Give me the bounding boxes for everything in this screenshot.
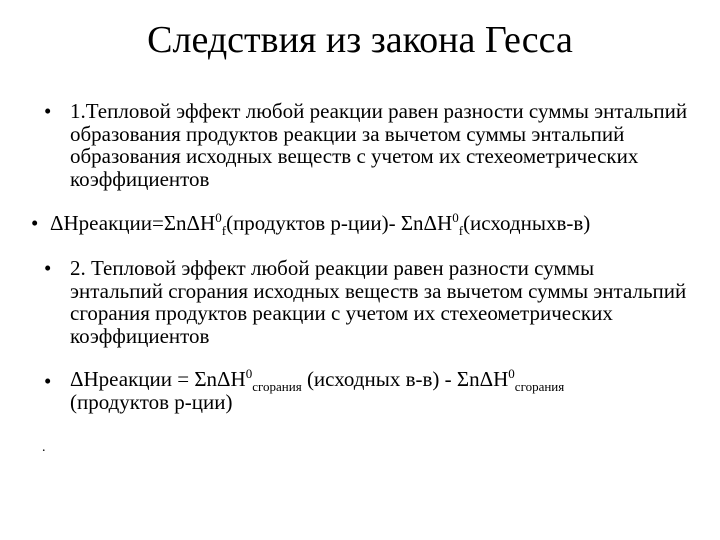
formula-formation-part-b: (продуктов р-ции)- ΣnΔН (226, 211, 453, 235)
formula-combustion-sub-b: сгорания (514, 379, 565, 394)
formula-formation-part-c: (исходныхв-в) (463, 211, 591, 235)
corollary-2-text: 2. Тепловой эффект любой реакции равен разности суммы энтальпий сгорания исходных веществ за вычетом суммы энтальпий сгорания продуктов реакции с учетом их стехеометрических коэффициентов (70, 256, 687, 348)
formula-formation-sub-b: f (458, 223, 464, 238)
bullet-4: • (44, 369, 52, 393)
formula-combustion-part-c: (продуктов р-ции) (70, 389, 233, 414)
formula-formation (50, 210, 690, 238)
formula-formation-sup-b: 0 (452, 210, 459, 225)
formula-combustion-part-a: ΔНреакции = ΣnΔН (70, 367, 246, 391)
formula-formation-sup-a: 0 (215, 210, 222, 225)
slide-title: Следствия из закона Гесса (147, 19, 573, 61)
bullet-2: • (31, 211, 39, 235)
formula-combustion-sup-b: 0 (508, 366, 515, 381)
trailing-dot: . (42, 440, 46, 455)
bullet-1: • (44, 99, 52, 123)
formula-combustion-sup-a: 0 (245, 366, 253, 381)
formula-formation-part-a: ΔНреакции=ΣnΔН (50, 211, 216, 235)
formula-formation-sub-a: f (221, 223, 227, 238)
formula-combustion-part-b: (исходных в-в) - ΣnΔН (301, 367, 509, 391)
formula-combustion-sub-a: сгорания (252, 379, 302, 394)
corollary-1-text: 1.Тепловой эффект любой реакции равен разности суммы энтальпий образования продуктов реакции за вычетом суммы энтальпий образования исходных веществ с учетом их стехеометрических коэффициентов (70, 99, 688, 191)
bullet-3: • (44, 256, 52, 280)
formula-combustion (70, 368, 690, 413)
